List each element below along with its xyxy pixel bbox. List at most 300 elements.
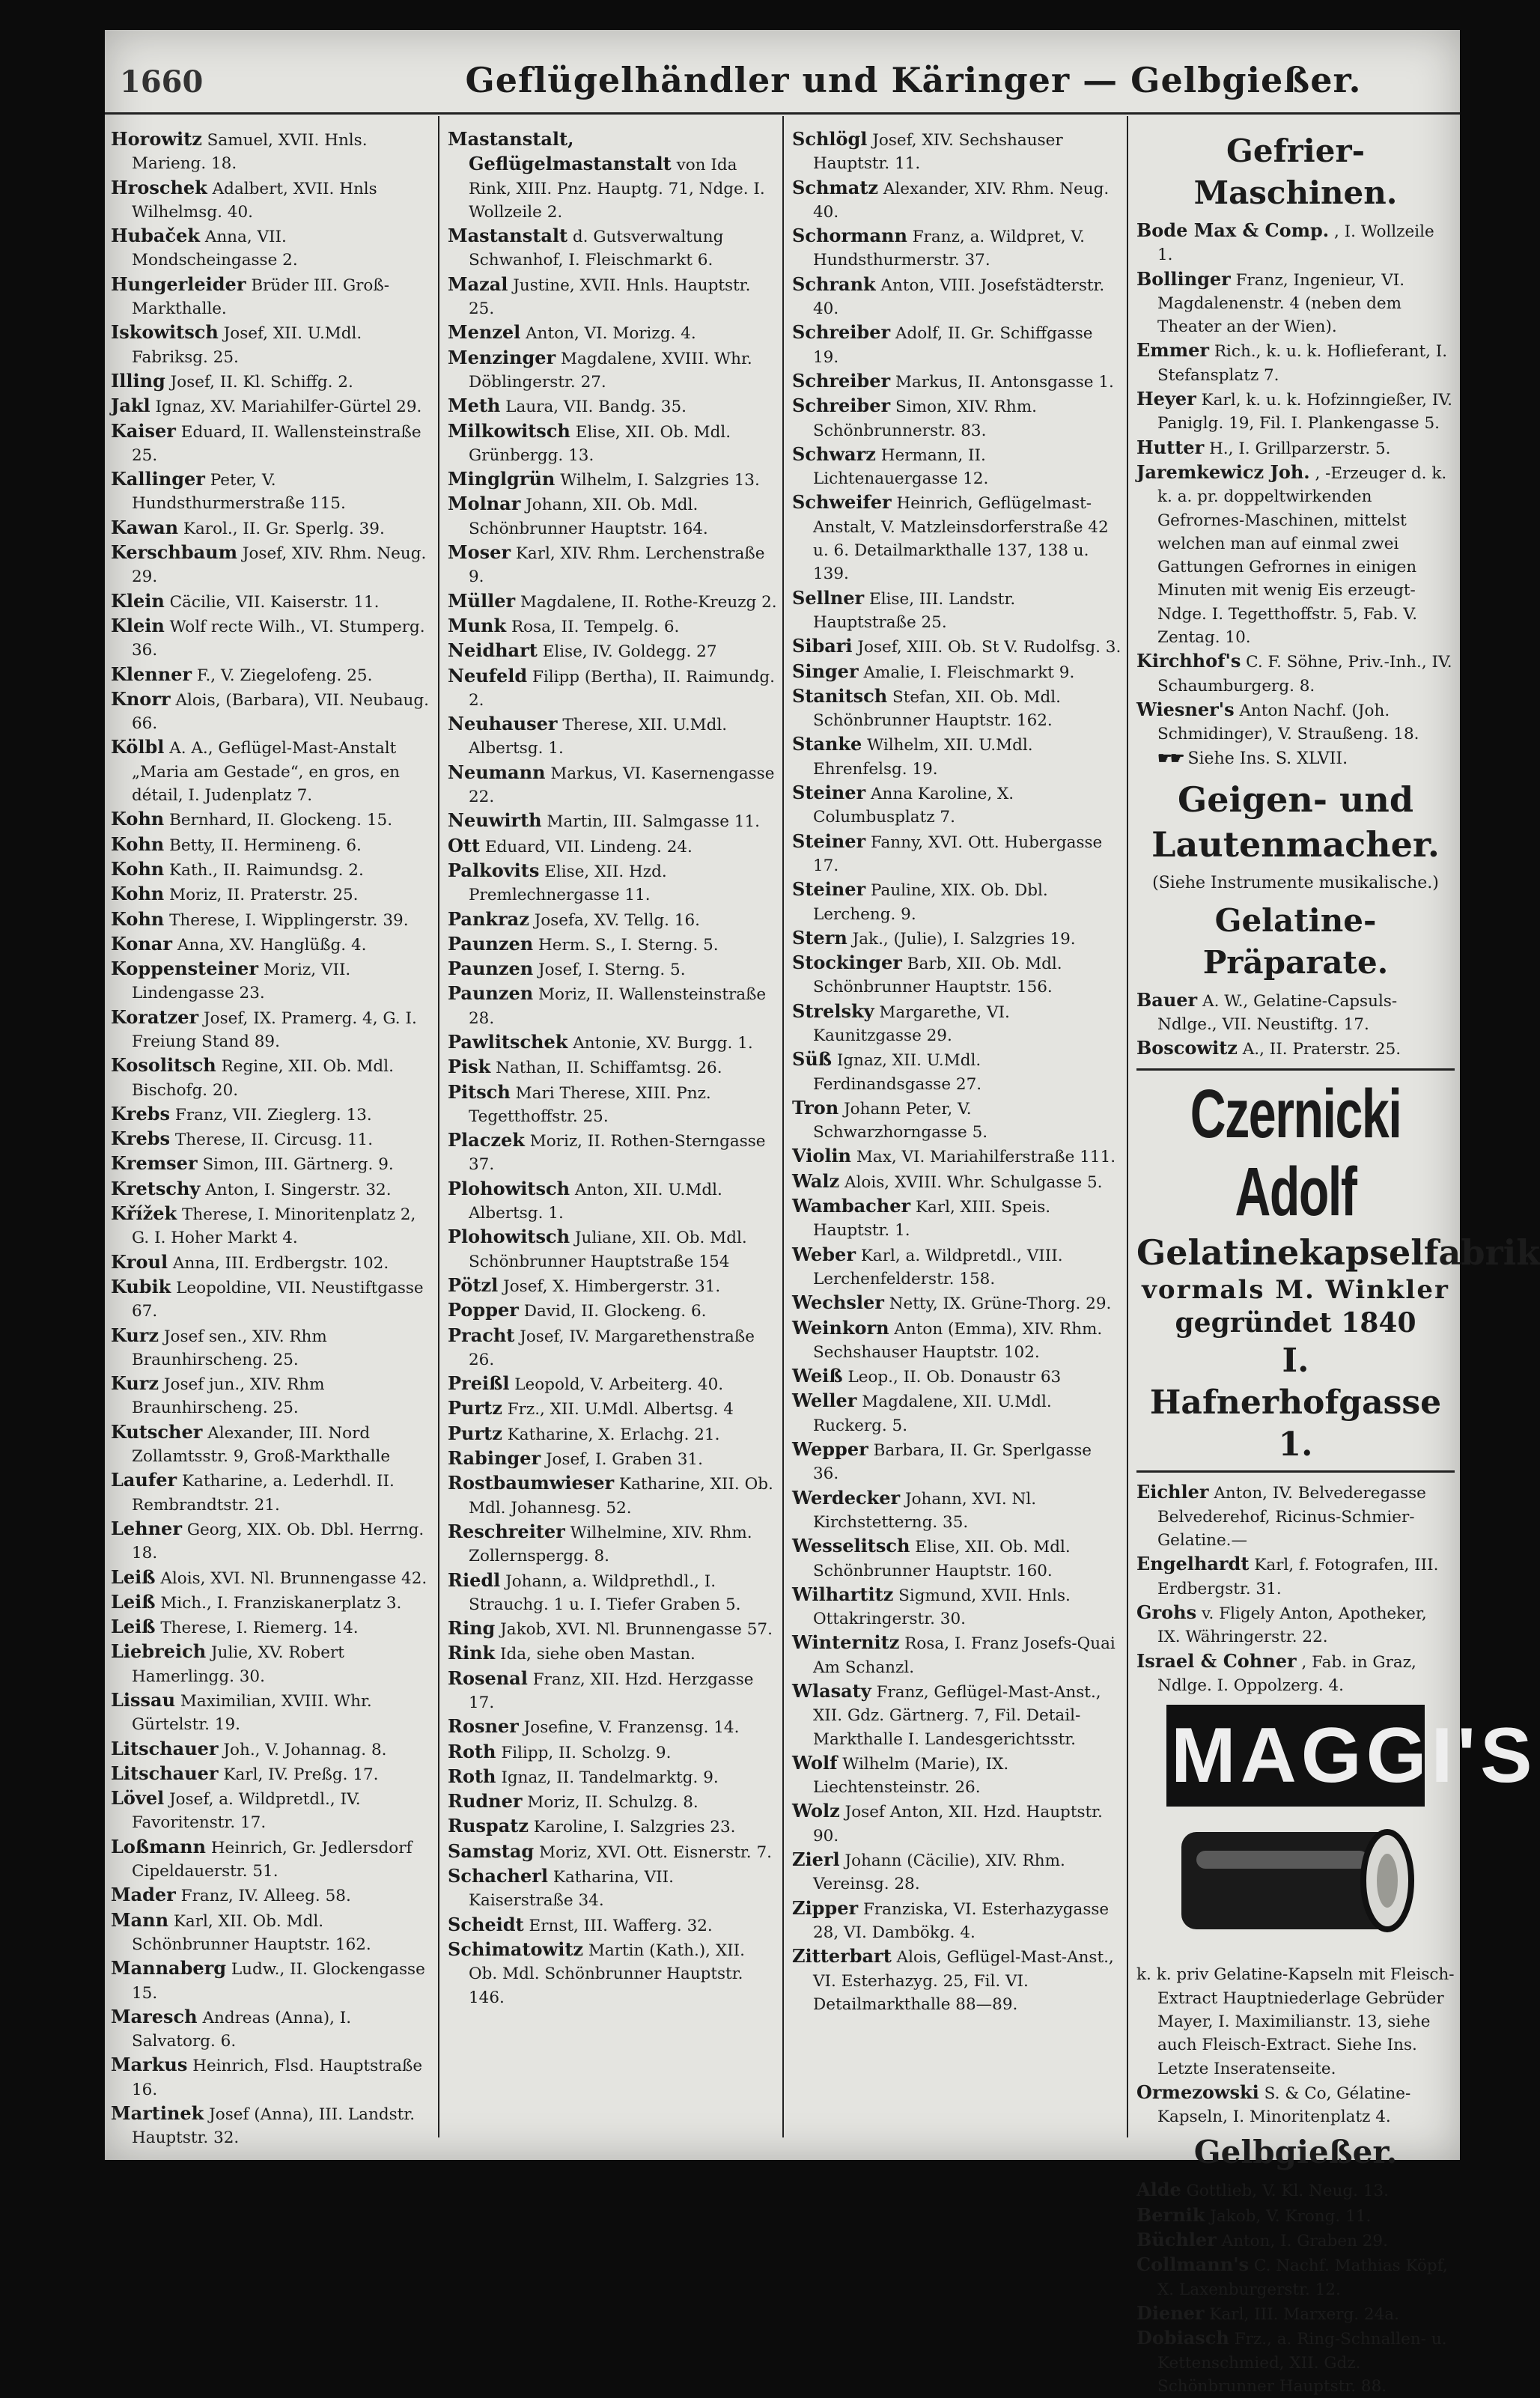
entry-text: Pauline, XIX. Ob. Dbl. Lercheng. 9. — [813, 881, 1048, 924]
directory-entry — [111, 614, 433, 663]
running-title: Geflügelhändler und Käringer — Gelbgießer. — [465, 60, 1362, 100]
directory-entry — [792, 1631, 1121, 1679]
directory-entry — [448, 1520, 777, 1568]
entry-name: Wechsler — [792, 1291, 884, 1314]
entry-name: Plohowitsch — [448, 1177, 570, 1199]
entry-text: Elise, XII. Ob. Mdl. Grünbergg. 13. — [469, 422, 731, 465]
directory-entry — [448, 346, 777, 395]
directory-entry — [1136, 2301, 1455, 2326]
entry-text: Anton, VI. Morizg. 4. — [526, 324, 696, 344]
entry-text: Wolf recte Wilh., VI. Stumperg. 36. — [132, 617, 425, 660]
entry-name: Eichler — [1136, 1481, 1209, 1503]
entry-name: Hutter — [1136, 436, 1205, 458]
entry-text: C. F. Söhne, Priv.-Inh., IV. Schaumburgerg. 8. — [1157, 653, 1452, 696]
entry-text: Ludw., II. Glockengasse 15. — [132, 1960, 425, 2003]
entry-text: Elise, XII. Ob. Mdl. Schönbrunner Hauptstr. 160. — [813, 1538, 1071, 1580]
entry-name: Wilhartitz — [792, 1583, 894, 1605]
entry-text: Karl, f. Fotografen, III. Erdbergstr. 31. — [1157, 1556, 1439, 1598]
directory-entry — [448, 1273, 777, 1298]
entry-name: Tron — [792, 1096, 839, 1119]
entry-text: Elise, III. Landstr. Hauptstraße 25. — [813, 589, 1016, 632]
entry-name: Neufeld — [448, 664, 528, 687]
entry-text: Mich., I. Franziskanerplatz 3. — [160, 1593, 402, 1613]
directory-entry — [792, 1437, 1121, 1486]
entry-text: Filipp, II. Scholzg. 9. — [501, 1743, 672, 1762]
entry-text: d. Gutsverwaltung Schwanhof, I. Fleischmarkt 6. — [469, 228, 724, 270]
directory-entry — [1136, 1649, 1455, 1698]
entry-name: Kurz — [111, 1372, 159, 1395]
entry-text: Laura, VII. Bandg. 35. — [505, 398, 687, 417]
entry-name: Steiner — [792, 782, 866, 804]
directory-entry — [1136, 1552, 1455, 1601]
entry-name: Rostbaumwieser — [448, 1472, 615, 1494]
entry-name: Zitterbart — [792, 1945, 892, 1968]
entry-text: Adolf, II. Gr. Schiffgasse 19. — [813, 324, 1093, 367]
entry-name: Sellner — [792, 586, 865, 609]
directory-entry — [792, 442, 1121, 491]
directory-entry — [792, 586, 1121, 635]
entry-text: A. A., Geflügel-Mast-Anstalt „Maria am Gestade“, en gros, en détail, I. Judenplatz 7. — [132, 739, 401, 806]
directory-entry — [792, 1047, 1121, 1096]
directory-entry — [792, 1944, 1121, 2016]
entry-name: Hubaček — [111, 225, 200, 247]
entry-name: Ring — [448, 1617, 496, 1640]
entry-name: Wlasaty — [792, 1680, 871, 1702]
entry-text: Ernst, III. Wafferg. 32. — [529, 1916, 713, 1935]
entry-text: Martin, III. Salmgasse 11. — [547, 812, 760, 832]
capsule-illustration — [1174, 1817, 1417, 1944]
entry-name: Purtz — [448, 1397, 502, 1419]
entry-name: Kohn — [111, 883, 165, 905]
entry-name: Hroschek — [111, 176, 207, 198]
directory-entry — [111, 320, 433, 369]
entry-name: Purtz — [448, 1422, 502, 1444]
entry-text: Josef sen., XIV. Rhm Braunhirscheng. 25. — [132, 1327, 327, 1369]
entry-text: Alois, XVI. Nl. Brunnengasse 42. — [160, 1568, 427, 1588]
entry-name: Wambacher — [792, 1195, 911, 1217]
entry-text: Alois, Geflügel-Mast-Anst., VI. Esterhazyg. 25, Fil. VI. Detailmarkthalle 88—89. — [813, 1948, 1114, 2014]
entry-text: Rosa, I. Franz Josefs-Quai Am Schanzl. — [813, 1634, 1116, 1677]
entry-text: Katharina, VII. Kaiserstraße 34. — [469, 1868, 674, 1911]
entry-text: Franz, VII. Zieglerg. 13. — [174, 1105, 372, 1125]
directory-entry — [111, 1762, 433, 1786]
entry-text: Josef, I. Graben 31. — [545, 1450, 703, 1470]
directory-entry — [1136, 1480, 1455, 1552]
directory-entry — [792, 369, 1121, 394]
entry-name: Grohs — [1136, 1601, 1197, 1623]
entry-name: Lövel — [111, 1787, 165, 1810]
entry-name: Rosenal — [448, 1667, 528, 1689]
directory-entry — [1136, 2228, 1455, 2253]
entry-name: Emmer — [1136, 339, 1209, 362]
directory-entry — [448, 1225, 777, 1273]
entry-name: Menzinger — [448, 346, 556, 368]
entry-name: Koratzer — [111, 1005, 199, 1028]
entry-text: Markus, VI. Kasernengasse 22. — [469, 764, 775, 807]
directory-entry — [448, 1471, 777, 1520]
directory-entry — [111, 369, 433, 394]
entry-text: Simon, III. Gärtnerg. 9. — [202, 1155, 394, 1175]
entry-name: Samstag — [448, 1839, 535, 1862]
entry-name: Leiß — [111, 1590, 156, 1613]
entry-text: Karl, III. Marxerg. 24a. — [1209, 2304, 1399, 2324]
directory-entry — [448, 589, 777, 614]
entry-name: Maresch — [111, 2005, 198, 2027]
entry-name: Neidhart — [448, 639, 538, 662]
entry-text: Therese, I. Riemerg. 14. — [160, 1619, 359, 1638]
entry-name: Alde — [1136, 2179, 1181, 2201]
entry-text: Samuel, XVII. Hnls. Marieng. 18. — [132, 131, 368, 174]
directory-entry — [792, 1679, 1121, 1751]
directory-entry — [448, 761, 777, 809]
directory-entry — [448, 712, 777, 761]
entry-text: Josef, IX. Pramerg. 4, G. I. Freiung Stand 89. — [132, 1008, 417, 1051]
directory-entry — [448, 1765, 777, 1789]
entry-name: Mastanstalt, Geflügelmastanstalt — [448, 128, 672, 175]
entry-text: Wilhelm, XII. U.Mdl. Ehrenfelsg. 19. — [813, 736, 1033, 779]
entry-name: Kölbl — [111, 736, 165, 758]
entry-name: Mader — [111, 1884, 176, 1906]
entry-text: Magdalene, II. Rothe-Kreuzg 2. — [520, 592, 777, 612]
entry-text: Barb, XII. Ob. Mdl. Schönbrunner Hauptstr. 156. — [813, 955, 1062, 997]
directory-entry — [111, 1565, 433, 1590]
entry-name: Neumann — [448, 761, 546, 783]
entry-text: C. Nachf. Mathias Köpf, X. Laxenburgerstr. 12. — [1157, 2257, 1448, 2299]
directory-entry — [792, 1194, 1121, 1243]
entry-text: Elise, XII. Hzd. Premlechnergasse 11. — [469, 862, 667, 905]
entry-text: Therese, I. Wipplingerstr. 39. — [169, 910, 409, 930]
directory-entry — [448, 1177, 777, 1226]
column-3 — [792, 127, 1121, 2141]
entry-text: Netty, IX. Grüne-Thorg. 29. — [889, 1294, 1112, 1314]
entry-text: Anton, XII. U.Mdl. Albertsg. 1. — [469, 1180, 722, 1223]
entry-name: Kawan — [111, 516, 179, 538]
entry-text: Josef (Anna), III. Landstr. Hauptstr. 32. — [132, 2105, 416, 2148]
entry-text: Josef, II. Kl. Schiffg. 2. — [170, 372, 353, 392]
directory-entry — [111, 882, 433, 907]
directory-entry — [448, 492, 777, 541]
column-divider — [1127, 116, 1128, 2137]
directory-entry — [448, 1080, 777, 1129]
entry-name: Wepper — [792, 1438, 868, 1461]
directory-entry — [792, 1291, 1121, 1315]
directory-entry — [792, 176, 1121, 225]
entry-text: Rich., k. u. k. Hoflieferant, I. Stefansplatz 7. — [1157, 342, 1448, 385]
directory-entry — [448, 1864, 777, 1913]
entry-name: Walz — [792, 1169, 840, 1192]
entry-text: Ignaz, XV. Mariahilfer-Gürtel 29. — [155, 398, 422, 417]
directory-entry — [111, 1053, 433, 1102]
column-4 — [1136, 127, 1540, 2396]
entry-text: Franz, Ingenieur, VI. Magdalenenstr. 4 (neben dem Theater an der Wien). — [1157, 270, 1405, 337]
directory-entry — [111, 394, 433, 419]
directory-entry — [448, 320, 777, 345]
entry-name: Kohn — [111, 833, 165, 855]
entry-name: Ruspatz — [448, 1815, 529, 1837]
entry-text: Anna, XV. Hanglüßg. 4. — [177, 935, 367, 955]
entry-name: Křížek — [111, 1202, 177, 1225]
directory-entry — [448, 1913, 777, 1938]
directory-entry — [111, 1250, 433, 1275]
entry-text: Anna, VII. Mondscheingasse 2. — [132, 228, 298, 270]
entry-name: Kurz — [111, 1324, 159, 1346]
entry-text: Leop., II. Ob. Donaustr 63 — [847, 1368, 1062, 1387]
entry-text: Jakob, XVI. Nl. Brunnengasse 57. — [500, 1620, 773, 1640]
entry-text: Wilhelmine, XIV. Rhm. Zollernspergg. 8. — [469, 1523, 752, 1566]
entry-text: Eduard, II. Wallensteinstraße 25. — [132, 422, 421, 465]
entry-name: Klein — [111, 589, 165, 612]
entry-text: Franz, Geflügel-Mast-Anst., XII. Gdz. Gärtnerg. 7, Fil. Detail-Markthalle I. Landesgerichtsstr. — [813, 1683, 1101, 1749]
directory-entry — [111, 1590, 433, 1615]
see-reference — [1136, 746, 1455, 771]
directory-entry — [792, 877, 1121, 926]
entry-name: Krebs — [111, 1102, 171, 1125]
entry-name: Munk — [448, 614, 507, 636]
directory-entry — [448, 1396, 777, 1421]
entry-text: Anton, IV. Belvederegasse Belvederehof, Ricinus-Schmier-Gelatine.— — [1157, 1484, 1426, 1551]
directory-entry — [792, 1486, 1121, 1535]
directory-entry — [111, 735, 433, 807]
entry-text: Wilhelm, I. Salzgries 13. — [560, 471, 760, 490]
entry-text: Moriz, II. Schulzg. 8. — [527, 1793, 699, 1813]
entry-text: Karl, a. Wildpretdl., VIII. Lerchenfelderstr. 158. — [813, 1246, 1063, 1288]
directory-entry — [448, 639, 777, 663]
entry-text: Bernhard, II. Glockeng. 15. — [169, 811, 393, 830]
entry-name: Kerschbaum — [111, 541, 237, 564]
directory-entry — [448, 1446, 777, 1471]
entry-text: Therese, XII. U.Mdl. Albertsg. 1. — [469, 716, 728, 758]
directory-entry — [111, 1688, 433, 1737]
entry-name: Lissau — [111, 1689, 176, 1711]
directory-entry — [111, 1517, 433, 1565]
entry-text: Johann, XVI. Nl. Kirchstetterng. 35. — [813, 1489, 1037, 1532]
entry-text: Herm. S., I. Sterng. 5. — [538, 935, 719, 955]
directory-entry — [448, 1298, 777, 1323]
directory-entry — [111, 1202, 433, 1250]
entry-text: , I. Wollzeile 1. — [1157, 222, 1434, 265]
entry-text: Margarethe, VI. Kaunitzgasse 29. — [813, 1002, 1010, 1045]
entry-text: Johann, a. Wildprethdl., I. Strauchg. 1 u. I. Tiefer Graben 5. — [469, 1571, 741, 1614]
directory-entry — [111, 957, 433, 1005]
ad-company-name: Czernicki Adolf — [1190, 1076, 1401, 1231]
entry-name: Kirchhof's — [1136, 650, 1241, 672]
entry-name: Markus — [111, 2054, 188, 2076]
entry-name: Bode Max & Comp. — [1136, 219, 1330, 241]
directory-entry — [111, 273, 433, 321]
entry-name: Popper — [448, 1299, 519, 1321]
directory-entry — [448, 1667, 777, 1715]
directory-entry — [448, 957, 777, 982]
entry-name: Kretschy — [111, 1177, 201, 1199]
entry-name: Diener — [1136, 2301, 1205, 2324]
directory-entry — [1136, 460, 1455, 649]
entry-name: Molnar — [448, 493, 521, 515]
directory-entry — [448, 809, 777, 833]
entry-name: Collmann's — [1136, 2254, 1250, 2276]
entry-text: Johann Peter, V. Schwarzhorngasse 5. — [813, 1099, 988, 1142]
entry-text: Karoline, I. Salzgries 23. — [533, 1818, 736, 1837]
directory-entry — [792, 999, 1121, 1048]
directory-entry — [1136, 436, 1455, 460]
entry-name: Kallinger — [111, 468, 205, 490]
directory-entry — [448, 1839, 777, 1864]
entry-name: Büchler — [1136, 2229, 1217, 2251]
directory-entry — [792, 1534, 1121, 1583]
directory-entry — [111, 907, 433, 932]
entry-text: Karl, XIII. Speis. Hauptstr. 1. — [813, 1198, 1051, 1241]
entry-name: Süß — [792, 1048, 833, 1071]
entry-name: Kaiser — [111, 419, 176, 442]
entry-text: Betty, II. Hermineng. 6. — [169, 836, 362, 855]
header-rule — [105, 112, 1460, 115]
entry-text: Karol., II. Gr. Sperlg. 39. — [183, 519, 385, 538]
directory-entry — [111, 1468, 433, 1517]
entry-name: Meth — [448, 395, 501, 417]
directory-entry — [111, 2053, 433, 2102]
entry-name: Strelsky — [792, 999, 874, 1022]
directory-entry — [448, 1030, 777, 1055]
entry-name: Pracht — [448, 1324, 515, 1346]
entry-name: Zierl — [792, 1848, 840, 1871]
directory-entry — [792, 127, 1121, 176]
entry-name: Kosolitsch — [111, 1054, 216, 1077]
entry-text: Fanny, XVI. Ott. Hubergasse 17. — [813, 833, 1103, 875]
directory-entry — [448, 1422, 777, 1446]
entry-text: Peter, V. Hundsthurmerstraße 115. — [132, 471, 346, 514]
directory-entry — [448, 907, 777, 932]
column-divider — [782, 116, 784, 2137]
directory-entry — [111, 127, 433, 176]
entry-text: Mari Therese, XIII. Pnz. Tegetthoffstr. 25. — [469, 1083, 711, 1126]
entry-text: Anton, VIII. Josefstädterstr. 40. — [813, 276, 1105, 319]
directory-entry — [1136, 219, 1455, 267]
section-title: Gefrier-Maschinen. — [1193, 133, 1398, 211]
directory-entry — [792, 394, 1121, 442]
entry-name: Heyer — [1136, 388, 1196, 410]
entry-text: von Ida Rink, XIII. Pnz. Hauptg. 71, Ndge. I. Wollzeile 2. — [469, 156, 765, 222]
directory-entry — [448, 1055, 777, 1080]
entry-name: Singer — [792, 660, 859, 682]
section-title: Gelatine-Präparate. — [1202, 901, 1389, 981]
section-title: Gelbgießer. — [1193, 2134, 1398, 2171]
entry-text: Therese, I. Minoritenplatz 2, G. I. Hoher Markt 4. — [132, 1205, 416, 1248]
ad-line: gegründet 1840 — [1175, 1307, 1416, 1339]
entry-name: Martinek — [111, 2102, 204, 2125]
entry-text: Anton, I. Singerstr. 32. — [205, 1180, 392, 1199]
directory-entry — [111, 857, 433, 882]
entry-name: Moser — [448, 541, 511, 564]
entry-text: Franz, a. Wildpret, V. Hundsthurmerstr. 37. — [813, 228, 1085, 270]
directory-entry — [448, 859, 777, 907]
directory-entry — [448, 467, 777, 492]
directory-entry — [792, 951, 1121, 999]
directory-entry — [111, 663, 433, 687]
capsule-highlight — [1196, 1851, 1369, 1869]
directory-entry — [111, 1883, 433, 1908]
entry-name: Schreiber — [792, 321, 891, 344]
entry-name: Kohn — [111, 808, 165, 830]
entry-name: Schlögl — [792, 128, 868, 150]
entry-text: Josefine, V. Franzensg. 14. — [523, 1718, 740, 1738]
entry-text: Karl, k. u. k. Hofzinngießer, IV. Paniglg. 19, Fil. I. Plankengasse 5. — [1157, 391, 1452, 433]
entry-text: Sigmund, XVII. Hnls. Ottakringerstr. 30. — [813, 1586, 1071, 1629]
entry-text: Ida, siehe oben Mastan. — [499, 1645, 696, 1664]
entry-name: Lehner — [111, 1517, 182, 1539]
entry-name: Winternitz — [792, 1631, 900, 1654]
entry-text: , Fab. in Graz, Ndlge. I. Oppolzerg. 4. — [1157, 1652, 1416, 1695]
entry-name: Konar — [111, 932, 172, 955]
ad-line: I. Hafnerhofgasse 1. — [1149, 1342, 1442, 1464]
directory-entry — [448, 932, 777, 957]
entry-name: Neuhauser — [448, 713, 558, 735]
entry-text: Martin (Kath.), XII. Ob. Mdl. Schönbrunner Hauptstr. 146. — [469, 1941, 745, 2007]
directory-entry — [792, 926, 1121, 951]
directory-entry — [111, 1151, 433, 1176]
directory-entry — [448, 1789, 777, 1814]
directory-entry — [1136, 387, 1455, 436]
entry-text: Anton Nachf. (Joh. Schmidinger), V. Straußeng. 18. — [1157, 701, 1419, 744]
entry-text: Rosa, II. Tempelg. 6. — [511, 617, 680, 636]
directory-entry — [448, 982, 777, 1030]
directory-entry — [448, 273, 777, 321]
directory-entry — [448, 1938, 777, 2009]
entry-text: Alexander, XIV. Rhm. Neug. 40. — [813, 179, 1110, 222]
entry-name: Schreiber — [792, 369, 891, 392]
directory-entry — [1136, 267, 1455, 339]
entry-text: Andreas (Anna), I. Salvatorg. 6. — [132, 2008, 352, 2051]
directory-entry — [1136, 1036, 1455, 1061]
entry-name: Preißl — [448, 1372, 510, 1395]
entry-text: Therese, II. Circusg. 11. — [174, 1130, 374, 1150]
entry-name: Rabinger — [448, 1447, 541, 1470]
directory-entry — [1136, 649, 1455, 698]
directory-entry — [111, 1275, 433, 1324]
directory-entry — [111, 1324, 433, 1372]
entry-name: Zipper — [792, 1896, 859, 1919]
entry-name: Roth — [448, 1740, 496, 1762]
entry-name: Wolf — [792, 1751, 838, 1774]
entry-text: Moriz, II. Praterstr. 25. — [169, 886, 359, 905]
entry-text: Josef, IV. Margarethenstraße 26. — [469, 1327, 755, 1369]
entry-text: Kath., II. Raimundsg. 2. — [169, 860, 364, 880]
entry-text: Eduard, VII. Lindeng. 24. — [484, 837, 693, 856]
entry-name: Rosner — [448, 1715, 519, 1738]
entry-name: Reschreiter — [448, 1520, 565, 1542]
entry-name: Mann — [111, 1908, 169, 1931]
entry-name: Bernik — [1136, 2203, 1205, 2226]
entry-name: Bollinger — [1136, 267, 1231, 290]
entry-text: Josef Anton, XII. Hzd. Hauptstr. 90. — [813, 1803, 1103, 1845]
entry-name: Steiner — [792, 830, 866, 852]
directory-entry — [1136, 2203, 1455, 2228]
column-2 — [448, 127, 777, 2141]
entry-name: Stockinger — [792, 952, 902, 974]
entry-name: Kohn — [111, 907, 165, 930]
directory-entry — [111, 1908, 433, 1957]
entry-name: Schormann — [792, 225, 907, 247]
entry-name: Israel & Cohner — [1136, 1649, 1297, 1672]
entry-name: Hungerleider — [111, 273, 246, 295]
directory-entry — [792, 1848, 1121, 1896]
entry-text: Johann, XII. Ob. Mdl. Schönbrunner Hauptstr. 164. — [469, 496, 708, 538]
directory-entry — [111, 224, 433, 273]
column-1 — [111, 127, 433, 2148]
entry-text: v. Fligely Anton, Apotheker, IX. Währingerstr. 22. — [1157, 1604, 1427, 1647]
entry-text: F., V. Ziegelofeng. 25. — [196, 666, 373, 685]
entry-name: Pisk — [448, 1056, 491, 1078]
entry-text: Maximilian, XVIII. Whr. Gürtelstr. 19. — [132, 1692, 372, 1735]
entry-text: Franz, IV. Alleeg. 58. — [180, 1887, 351, 1906]
